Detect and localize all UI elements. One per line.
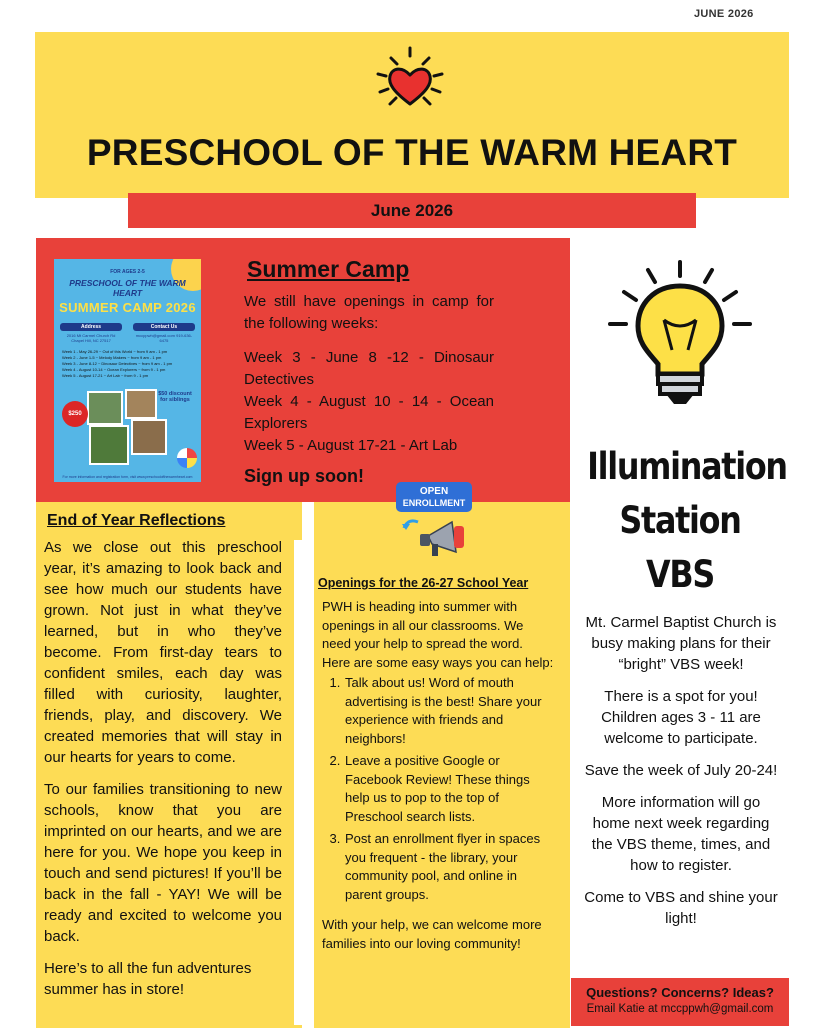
vbs-paragraph: There is a spot for you! Children ages 3 - 11 are welcome to participate. [601, 688, 761, 747]
beach-ball-icon [177, 448, 197, 468]
flyer-price: $250 [62, 401, 88, 427]
vbs-title [587, 440, 787, 602]
flyer-school-name: PRESCHOOL OF THE WARM HEART [69, 278, 186, 298]
flyer-week: Week 4 - August 10-14 ~ Ocean Explorers ~ from 9 - 1 pm [62, 367, 166, 372]
flyer-week: Week 5 - August 17-21 ~ Art Lab ~ from 9 - 1 pm [62, 373, 149, 378]
flyer-week: Week 3 - June 8-12 ~ Dinosaur Detectives ~ from 9 am - 1 pm [62, 361, 173, 366]
flyer-contact-label: Contact Us [133, 323, 195, 331]
flyer-discount: $50 discount for siblings [158, 391, 192, 403]
flyer-week: Week 2 - June 1-5 ~ Melody Makers ~ from 9 am - 1 pm [62, 355, 162, 360]
contact-email: Email Katie at mccppwh@gmail.com [586, 1003, 774, 1015]
summer-camp-title: Summer Camp [247, 256, 410, 282]
vbs-paragraph: Save the week of July 20-24! [584, 762, 778, 779]
vbs-title-line: VBS [646, 553, 714, 596]
summer-camp-signup: Sign up soon! [244, 466, 364, 486]
badge-line-2: ENROLLMENT [402, 498, 466, 508]
lightbulb-icon [602, 258, 758, 408]
vbs-title-line: Station [619, 499, 741, 542]
vbs-body [582, 612, 780, 940]
end-of-year-title: End of Year Reflections [47, 512, 226, 529]
end-of-year-paragraph: As we close out this preschool year, it’s amazing to look back and see how much our students have grown. Not just in what they’ve learned, but in who they’ve become. From first-day tears to confident smiles, each day was filled with curiosity, laughter, friends, play, and discovery. We created memories that will stay in our hearts for years to come. [44, 539, 282, 766]
vbs-paragraph: More information will go home next week regarding the VBS theme, times, and how to register. [591, 794, 771, 874]
vbs-paragraph: Mt. Carmel Baptist Church is busy making plans for their “bright” VBS week! [585, 614, 777, 673]
openings-list-item: 2. Leave a positive Google or Facebook Review! These things help us to pop to the top of Preschool search lists. [344, 752, 554, 826]
contact-box [571, 978, 789, 1026]
camp-week-item: Week 4 - August 10 - 14 - Ocean Explorers [244, 393, 494, 432]
flyer-contact: mccppwh@gmail.com 919-636-6475 [135, 333, 193, 343]
openings-intro: PWH is heading into summer with openings in all our classrooms. We need your help to spread the word. Here are some easy ways you can help: [322, 599, 554, 670]
flyer-address: 2016 Mt Carmel Church Rd Chapel Hill, NC 27517 [66, 333, 116, 343]
vbs-paragraph: Come to VBS and shine your light! [584, 889, 778, 927]
openings-list-item: 1. Talk about us! Word of mouth advertising is the best! Share your experience with friends and neighbors! [344, 674, 554, 748]
summer-camp-weeks [244, 347, 494, 457]
camp-week-item: Week 3 - June 8 -12 - Dinosaur Detectives [244, 349, 494, 388]
megaphone-icon [402, 521, 464, 556]
heart-icon [364, 44, 456, 114]
open-enrollment-badge [394, 480, 476, 564]
flyer-ages: FOR AGES 2-5 [110, 269, 145, 275]
flyer-week: Week 1 - May 26-29 ~ Out of this World ~ from 9 am - 1 pm [62, 349, 168, 354]
vbs-title-line: Illumination [587, 445, 787, 488]
summer-camp-flyer [54, 259, 201, 482]
flyer-address-label: Address [60, 323, 122, 331]
openings-closing: With your help, we can welcome more families into our loving community! [322, 917, 542, 951]
camp-week-item: Week 5 - August 17-21 - Art Lab [244, 437, 458, 454]
openings-title: Openings for the 26-27 School Year [318, 576, 529, 590]
contact-question: Questions? Concerns? Ideas? [586, 985, 774, 1000]
flyer-footer: For more information and registration form, visit www.preschoolofthewarmheart.com [62, 474, 193, 479]
openings-list-item: 3. Post an enrollment flyer in spaces you frequent - the library, your community pool, and online in parent groups. [344, 830, 554, 904]
summer-camp-intro: We still have openings in camp for the following weeks: [244, 293, 494, 332]
end-of-year-body [44, 537, 282, 1011]
issue-date: JUNE 2026 [694, 8, 754, 20]
flyer-camp-title: SUMMER CAMP 2026 [59, 300, 196, 315]
badge-line-1: OPEN [419, 486, 449, 497]
date-banner: June 2026 [128, 193, 696, 228]
openings-list [322, 674, 554, 904]
end-of-year-paragraph: To our families transitioning to new schools, know that you are imprinted on our hearts, and we are here for you. We hope you keep in touch and send pictures! If you’ll be back in the fall - YAY! We will be ready and excited to welcome you back. [44, 781, 282, 945]
column-divider [294, 540, 314, 1025]
openings-body [322, 598, 554, 953]
end-of-year-paragraph: Here’s to all the fun adventures summer has in store! [44, 960, 252, 998]
newsletter-title: PRESCHOOL OF THE WARM HEART [86, 132, 738, 173]
